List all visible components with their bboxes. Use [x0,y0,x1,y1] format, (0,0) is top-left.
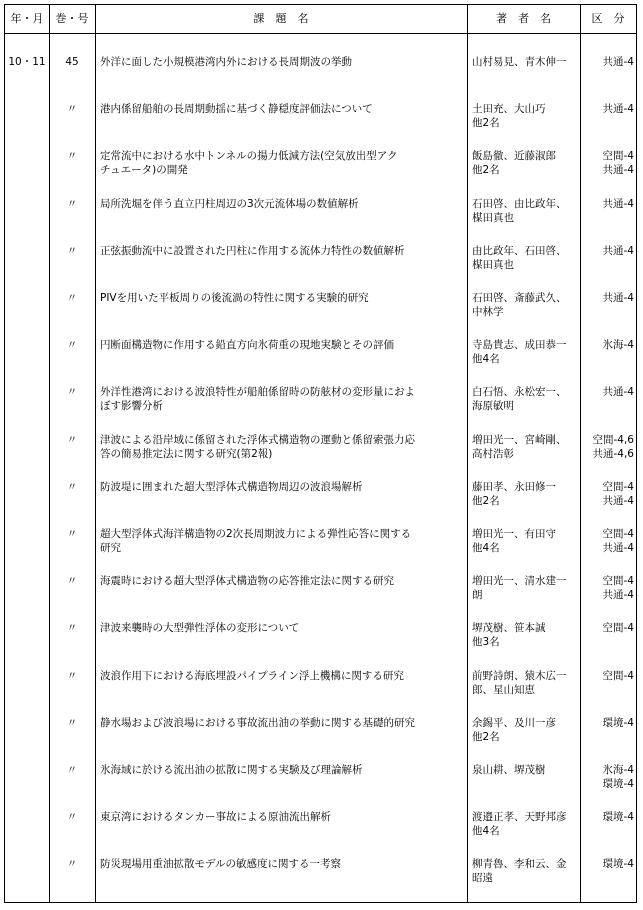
row-title [100,55,465,69]
row-volume: 〃 [66,480,78,493]
row-authors [472,102,580,130]
row-authors [472,55,580,69]
row-volume: 〃 [66,528,78,540]
row-authors-line: 藤田孝、永田修一 [472,480,556,493]
row-authors [472,527,580,555]
row-title-line: 防災現場用重油拡散モデルの敏感度に関する一考察 [100,858,341,871]
row-authors-line: 他4名 [472,825,500,838]
row-authors-line: 飯島徹、近藤淑郎 [472,150,556,163]
row-authors-line: 増田光一、宮崎剛、 [472,433,567,446]
row-volume: 〃 [66,433,78,446]
row-authors-line: 他2名 [472,494,500,507]
row-authors [472,149,580,177]
row-title [100,102,465,116]
row-category [580,574,636,602]
row-title [100,244,465,258]
row-title-line: 正弦振動流中に設置された円柱に作用する流体力特性の数値解析 [100,244,405,257]
row-date: 10・11 [8,56,46,68]
row-category-line: 環境-4 [602,858,634,871]
row-authors-line: 他2名 [472,164,500,177]
row-title-line: チュエータ)の開発 [100,164,188,177]
row-category-line: 氷海-4 [602,339,634,352]
row-title-line: 氷海域に於ける流出油の拡散に関する実験及び理論解析 [100,764,363,776]
table-row [5,621,636,668]
row-authors-line: 堺茂樹、笹本誠 [472,622,546,635]
header-title: 課 題 名 [253,12,309,25]
row-volume: 〃 [66,386,78,399]
row-volume: 〃 [66,197,78,210]
row-title [100,433,465,461]
table-row [5,244,636,291]
table-row [5,149,636,196]
table-row [5,716,636,763]
row-authors-line: 朗 [472,589,483,602]
table-row [5,102,636,149]
row-authors [472,385,580,413]
row-authors-line: 昭遠 [472,872,493,885]
row-title-line: PIVを用いた平板周りの後流渦の特性に関する実験的研究 [100,292,369,304]
row-category-line: 環境-4 [602,778,634,790]
row-title [100,669,465,683]
row-title [100,291,465,305]
row-authors-line: 寺島貴志、成田恭一 [472,339,567,352]
row-category [580,810,636,824]
header-divider [5,33,636,34]
row-authors-line: 他4名 [472,353,500,366]
row-title [100,857,465,871]
row-category-line: 共通-4 [602,542,634,554]
row-category [580,244,636,258]
table-row [5,480,636,527]
row-authors-line: 前野詩朗、猿木広一 [472,669,567,682]
row-authors-line: 石田啓、由比政年、 [472,197,567,210]
row-authors [472,197,580,225]
row-category [580,857,636,871]
row-volume: 〃 [66,858,78,871]
row-authors-line: 他2名 [472,730,500,743]
row-title-line: 超大型浮体式海洋構造物の2次長周期波力による弾性応答に関する [100,528,412,540]
table-row [5,810,636,857]
row-category [580,433,636,461]
row-title [100,338,465,352]
row-category [580,197,636,211]
row-authors-line: 他4名 [472,542,500,554]
row-authors [472,621,580,649]
row-title-line: 波浪作用下における海底埋設パイプライン浮上機構に関する研究 [100,669,404,682]
row-authors-line: 増田光一、有田守 [472,528,556,540]
row-authors-line: 山村易見、青木伸一 [472,56,567,68]
row-category [580,527,636,555]
publication-table [4,4,637,903]
row-title-line: 静水場および波浪場における事故流出油の挙動に関する基礎的研究 [100,716,415,729]
row-category-line: 共通-4 [602,164,634,177]
row-authors-line: 渡邉正孝、天野邦彦 [472,811,567,824]
row-volume: 〃 [66,244,78,257]
row-category [580,291,636,305]
row-category-line: 氷海-4 [602,764,634,776]
row-authors [472,244,580,272]
row-category-line: 空間-4 [602,480,634,493]
row-authors [472,338,580,366]
table-row [5,574,636,621]
row-category [580,716,636,730]
row-title-line: 外洋に面した小規模港湾内外における長周期波の挙動 [100,56,352,68]
row-authors-line: 土田充、大山巧 [472,103,546,116]
row-category-line: 空間-4 [602,669,634,682]
row-authors [472,291,580,319]
row-title-line: 港内係留船舶の長周期動揺に基づく静穏度評価法について [100,103,373,116]
row-title [100,197,465,211]
row-authors-line: 楳田真也 [472,211,514,224]
row-category [580,621,636,635]
row-volume: 〃 [66,103,78,116]
row-title-line: 防波堤に囲まれた超大型浮体式構造物周辺の波浪場解析 [100,480,363,493]
table-row [5,763,636,810]
row-authors [472,433,580,461]
table-row [5,385,636,432]
header-date: 年・月 [10,12,44,25]
row-volume: 〃 [66,292,78,304]
row-category [580,480,636,508]
row-authors [472,574,580,602]
row-volume: 〃 [66,716,78,729]
table-row [5,338,636,385]
row-title [100,810,465,824]
row-authors-line: 中林学 [472,306,504,318]
row-authors-line: 泉山耕、堺茂樹 [472,764,546,776]
row-category-line: 共通-4 [602,103,634,116]
row-volume: 45 [65,56,79,68]
row-volume: 〃 [66,575,78,588]
row-title [100,716,465,730]
row-authors-line: 高村浩彰 [472,447,514,460]
table-row [5,291,636,338]
row-authors-line: 他3名 [472,636,500,649]
row-authors [472,669,580,697]
row-authors [472,857,580,885]
row-category [580,385,636,399]
row-category-line: 空間-4 [602,150,634,163]
row-title-line: 津波来襲時の大型弾性浮体の変形について [100,622,300,635]
row-category-line: 共通-4,6 [592,447,634,460]
row-authors-line: 余錫平、及川一彦 [472,716,556,729]
row-authors-line: 海原敏明 [472,400,514,413]
header-authors: 著 者 名 [496,12,551,25]
row-category [580,55,636,69]
table-row [5,197,636,244]
row-title [100,149,465,177]
row-authors-line: 郎、星山知恵 [472,683,535,696]
table-row [5,55,636,102]
row-category [580,102,636,116]
row-authors [472,810,580,838]
row-volume: 〃 [66,622,78,635]
row-title-line: ぼす影響分析 [100,400,163,413]
row-category-line: 環境-4 [602,811,634,824]
row-category-line: 共通-4 [602,244,634,257]
row-volume: 〃 [66,669,78,682]
table-row [5,857,636,904]
row-category-line: 空間-4,6 [592,433,634,446]
row-category [580,763,636,791]
row-category-line: 空間-4 [602,575,634,588]
row-title [100,763,465,777]
row-authors-line: 由比政年、石田啓、 [472,244,567,257]
row-authors [472,763,580,777]
table-row [5,669,636,716]
row-authors-line: 石田啓、斎藤武久、 [472,292,567,304]
row-title-line: 答の簡易推定法に関する研究(第2報) [100,447,273,460]
row-title [100,385,465,413]
row-title [100,480,465,494]
row-volume: 〃 [66,150,78,163]
row-title-line: 海震時における超大型浮体式構造物の応答推定法に関する研究 [100,575,394,588]
row-authors-line: 楳田真也 [472,258,514,271]
row-title-line: 外洋性港湾における波浪特性が船舶係留時の防舷材の変形量におよ [100,386,415,399]
row-volume: 〃 [66,811,78,824]
row-category-line: 環境-4 [602,716,634,729]
table-row [5,527,636,574]
row-authors-line: 増田光一、清水建一 [472,575,567,588]
row-category-line: 共通-4 [602,56,634,68]
row-category-line: 空間-4 [602,528,634,540]
row-category-line: 共通-4 [602,197,634,210]
row-title-line: 定常流中における水中トンネルの揚力低減方法(空気放出型アク [100,150,398,163]
row-authors [472,480,580,508]
row-category [580,338,636,352]
row-title [100,527,465,555]
row-title [100,574,465,588]
row-category [580,149,636,177]
row-authors-line: 白石悟、永松宏一、 [472,386,567,399]
row-category-line: 空間-4 [602,622,634,635]
table-row [5,433,636,480]
row-category-line: 共通-4 [602,494,634,507]
row-title-line: 東京湾におけるタンカー事故による原油流出解析 [100,811,331,824]
header-volume: 巻・号 [55,12,89,25]
row-category-line: 共通-4 [602,589,634,602]
row-volume: 〃 [66,764,78,776]
row-authors-line: 柳青魯、李和云、金 [472,858,567,871]
row-title-line: 研究 [100,542,121,554]
row-volume: 〃 [66,339,78,352]
row-category-line: 共通-4 [602,386,634,399]
row-title [100,621,465,635]
row-authors [472,716,580,744]
row-authors-line: 他2名 [472,117,500,130]
row-category-line: 共通-4 [602,292,634,304]
header-category: 区 分 [591,12,625,25]
row-title-line: 円断面構造物に作用する鉛直方向氷荷重の現地実験とその評価 [100,339,394,352]
row-category [580,669,636,683]
row-title-line: 津波による沿岸域に係留された浮体式構造物の運動と係留索張力応 [100,433,415,446]
row-title-line: 局所洗堀を伴う直立円柱周辺の3次元流体場の数値解析 [100,197,359,210]
